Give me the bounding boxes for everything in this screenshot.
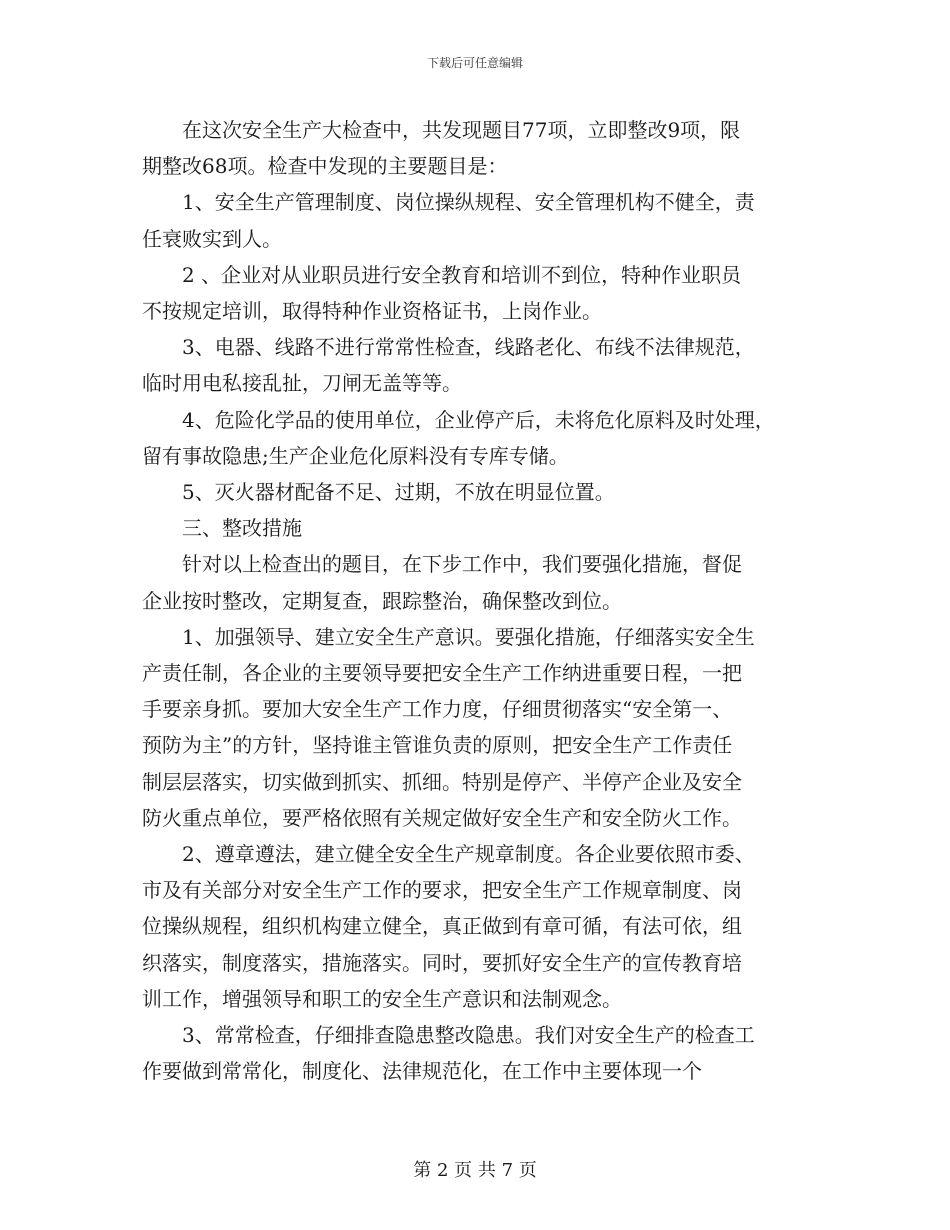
document-body	[142, 112, 820, 1089]
paragraph	[142, 329, 820, 401]
paragraph	[142, 836, 820, 1017]
paragraph	[142, 257, 820, 329]
text-line: 临时用电私接乱扯，刀闸无盖等等。	[142, 371, 462, 396]
paragraph	[142, 112, 820, 184]
text-line: 2 、企业对从业职员进行安全教育和培训不到位，特种作业职员	[182, 262, 742, 287]
text-line: 1、安全生产管理制度、岗位操纵规程、安全管理机构不健全，责	[182, 190, 755, 215]
paragraph	[142, 402, 820, 474]
paragraph	[142, 546, 820, 618]
text-line: 作要做到常常化，制度化、法律规范化，在工作中主要体现一个	[142, 1059, 702, 1084]
text-line: 在这次安全生产大检查中，共发现题目77项，立即整改9项，限	[182, 118, 741, 142]
text-line: 防火重点单位，要严格依照有关规定做好安全生产和安全防火工作。	[142, 805, 742, 830]
text-line: 任衰败实到人。	[142, 226, 282, 251]
text-line: 留有事故隐患;生产企业危化原料没有专库专储。	[142, 443, 569, 468]
text-line: 织落实，制度落实，措施落实。同时，要抓好安全生产的宣传教育培	[142, 950, 742, 975]
text-line: 手要亲身抓。要加大安全生产工作力度，仔细贯彻落实“安全第一、	[142, 697, 733, 722]
text-line: 1、加强领导、建立安全生产意识。要强化措施，仔细落实安全生	[182, 624, 755, 649]
paragraph	[142, 184, 820, 256]
text-line: 产责任制，各企业的主要领导要把安全生产工作纳进重要日程，一把	[142, 661, 742, 686]
text-line: 不按规定培训，取得特种作业资格证书，上岗作业。	[142, 299, 602, 324]
page-header: 下载后可任意编辑	[426, 56, 523, 70]
text-line: 三、整改措施	[182, 516, 302, 541]
text-line: 训工作，增强领导和职工的安全生产意识和法制观念。	[142, 986, 622, 1011]
text-line: 制层层落实，切实做到抓实、抓细。特别是停产、半停产企业及安全	[142, 769, 742, 794]
text-line: 针对以上检查出的题目，在下步工作中，我们要强化措施，督促	[182, 552, 742, 577]
text-line: 3、常常检查，仔细排查隐患整改隐患。我们对安全生产的检查工	[182, 1023, 755, 1048]
paragraph	[142, 1017, 820, 1089]
text-line: 位操纵规程，组织机构建立健全，真正做到有章可循，有法可依，组	[142, 914, 742, 939]
text-line: 企业按时整改，定期复查，跟踪整治，确保整改到位。	[142, 588, 622, 613]
text-line: 期整改68项。检查中发现的主要题目是：	[142, 154, 508, 179]
text-line: 4、危险化学品的使用单位，企业停产后，未将危化原料及时处理，	[182, 407, 775, 432]
page-footer: 第 2 页 共 7 页	[413, 1160, 537, 1181]
paragraph	[142, 619, 820, 836]
text-line: 市及有关部分对安全生产工作的要求，把安全生产工作规章制度、岗	[142, 878, 742, 903]
text-line: 3、电器、线路不进行常常性检查，线路老化、布线不法律规范，	[182, 335, 755, 360]
text-line: 5、灭火器材配备不足、过期，不放在明显位置。	[182, 480, 615, 505]
text-line: 预防为主”的方针，坚持谁主管谁负责的原则，把安全生产工作责任	[142, 733, 733, 758]
paragraph	[142, 510, 820, 546]
text-line: 2、遵章遵法，建立健全安全生产规章制度。各企业要依照市委、	[182, 842, 755, 867]
paragraph	[142, 474, 820, 510]
